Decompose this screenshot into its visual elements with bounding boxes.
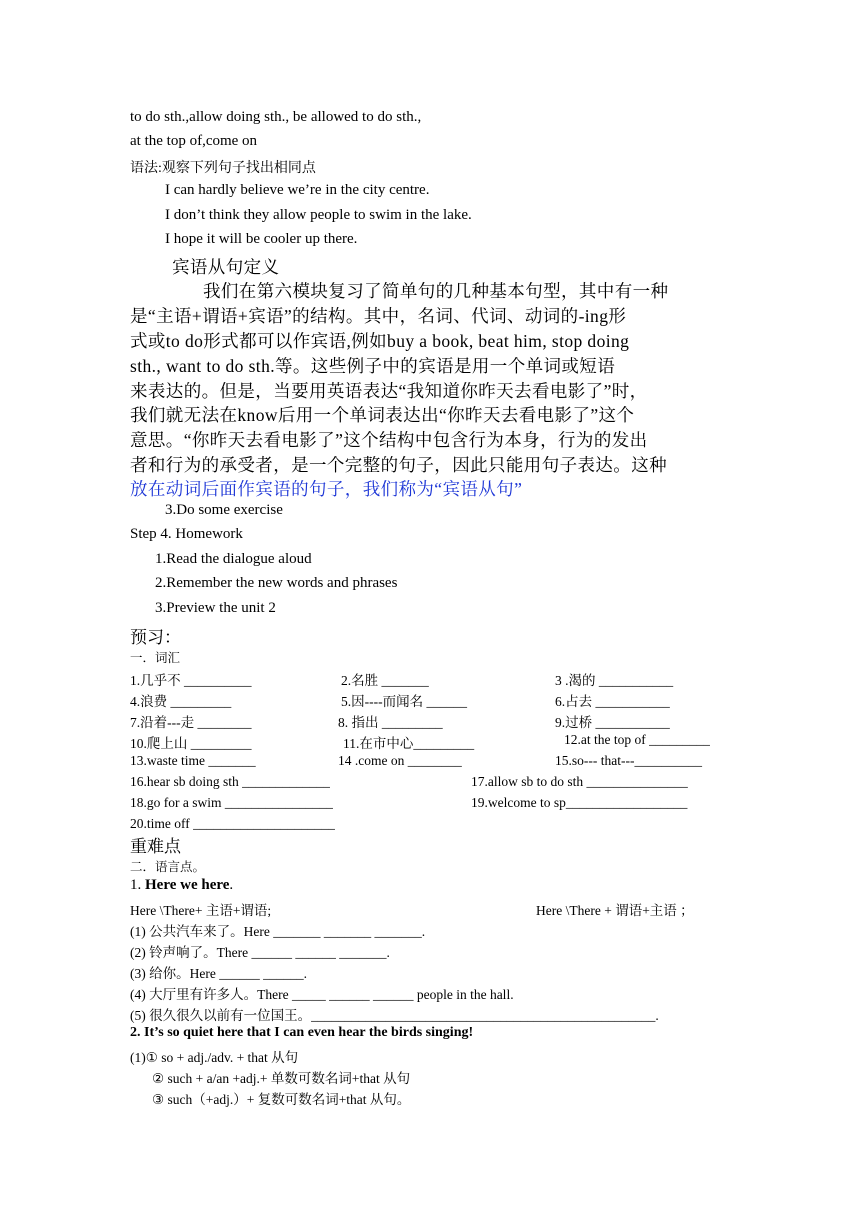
question-2: (2) 铃声响了。There ______ ______ _______. bbox=[130, 945, 390, 960]
preview-heading: 预习： bbox=[130, 628, 181, 647]
definition-line-9-highlight: 放在动词后面作宾语的句子，我们称为“宾语从句” bbox=[130, 479, 523, 499]
homework-item-3: 3.Preview the unit 2 bbox=[155, 600, 276, 616]
vocab-item: 3 .渴的 ___________ bbox=[555, 673, 674, 688]
vocab-item: 16.hear sb doing sth _____________ bbox=[130, 774, 330, 789]
example-sentence-2: I don’t think they allow people to swim in the lake. bbox=[165, 207, 472, 223]
question-3: (3) 给你。Here ______ ______. bbox=[130, 966, 307, 981]
definition-line-5: 来表达的。但是，当要用英语表达“我知道你昨天去看电影了”时， bbox=[130, 381, 648, 401]
vocab-item: 17.allow sb to do sth _______________ bbox=[471, 774, 688, 789]
step4-heading: Step 4. Homework bbox=[130, 526, 243, 542]
vocab-item: 5.因----而闻名 ______ bbox=[341, 694, 467, 709]
grammar-heading: 语法:观察下列句子找出相同点 bbox=[130, 161, 316, 176]
phrase-line-2: at the top of,come on bbox=[130, 133, 258, 149]
vocab-row bbox=[130, 795, 740, 815]
rule-right: Here \There + 谓语+主语 ； bbox=[536, 903, 694, 918]
vocab-item: 1.几乎不 __________ bbox=[130, 673, 252, 688]
vocab-row bbox=[130, 690, 740, 710]
vocab-item: 6.占去 ___________ bbox=[555, 694, 670, 709]
homework-item-1: 1.Read the dialogue aloud bbox=[155, 551, 312, 567]
point-1-title: 1. Here we here. bbox=[130, 877, 234, 893]
vocab-item: 18.go for a swim ________________ bbox=[130, 795, 333, 810]
vocab-row bbox=[130, 753, 740, 773]
definition-heading: 宾语从句定义 bbox=[172, 257, 280, 277]
phrase-line-1: to do sth.,allow doing sth., be allowed to do sth., bbox=[130, 109, 422, 125]
vocab-row bbox=[130, 774, 740, 794]
definition-line-8: 者和行为的承受者，是一个完整的句子，因此只能用句子表达。这种 bbox=[130, 455, 667, 475]
point-2-title: 2. It’s so quiet here that I can even hear the birds singing! bbox=[130, 1025, 474, 1040]
exercise-step: 3.Do some exercise bbox=[165, 502, 283, 518]
vocab-item: 12.at the top of _________ bbox=[564, 732, 710, 747]
rule-left: Here \There+ 主语+谓语; bbox=[130, 903, 272, 918]
question-1: (1) 公共汽车来了。Here _______ _______ _______. bbox=[130, 924, 426, 939]
vocab-item: 13.waste time _______ bbox=[130, 753, 256, 768]
vocab-item: 19.welcome to sp__________________ bbox=[471, 795, 688, 810]
vocab-row bbox=[130, 669, 740, 689]
language-points-heading: 二．语言点。 bbox=[130, 860, 206, 874]
question-4: (4) 大厅里有许多人。There _____ ______ ______ people in the hall. bbox=[130, 987, 514, 1002]
definition-line-2: 是“主语+谓语+宾语”的结构。其中，名词、代词、动词的-ing形 bbox=[130, 306, 627, 326]
vocab-heading: 一．词汇 bbox=[130, 651, 181, 665]
vocab-item: 11.在市中心_________ bbox=[343, 736, 475, 751]
structure-2: ② such + a/an +adj.+ 单数可数名词+that 从句 bbox=[152, 1071, 411, 1086]
vocab-item: 2.名胜 _______ bbox=[341, 673, 429, 688]
vocab-row bbox=[130, 711, 740, 731]
vocab-item: 15.so--- that---__________ bbox=[555, 753, 702, 768]
definition-line-6: 我们就无法在know后用一个单词表达出“你昨天去看电影了”这个 bbox=[130, 405, 635, 425]
key-points-heading: 重难点 bbox=[130, 837, 181, 856]
example-sentence-1: I can hardly believe we’re in the city centre. bbox=[165, 182, 430, 198]
vocab-item: 9.过桥 ___________ bbox=[555, 715, 670, 730]
definition-line-7: 意思。“你昨天去看电影了”这个结构中包含行为本身，行为的发出 bbox=[130, 430, 648, 450]
vocab-item: 7.沿着---走 ________ bbox=[130, 715, 252, 730]
definition-line-4: sth., want to do sth.等。这些例子中的宾语是用一个单词或短语 bbox=[130, 356, 616, 376]
definition-line-3: 式或to do形式都可以作宾语,例如buy a book, beat him, stop doing bbox=[130, 331, 630, 351]
vocab-item: 14 .come on ________ bbox=[338, 753, 462, 768]
structure-1: (1)① so + adj./adv. + that 从句 bbox=[130, 1050, 299, 1065]
question-5: (5) 很久很久以前有一位国王。___________________________________________________. bbox=[130, 1008, 659, 1023]
vocab-item: 20.time off _____________________ bbox=[130, 816, 335, 831]
structure-3: ③ such（+adj.）+ 复数可数名词+that 从句。 bbox=[152, 1092, 411, 1107]
vocab-item: 4.浪费 _________ bbox=[130, 694, 232, 709]
example-sentence-3: I hope it will be cooler up there. bbox=[165, 231, 358, 247]
vocab-row bbox=[130, 732, 740, 752]
vocab-row bbox=[130, 816, 740, 836]
vocab-item: 10.爬上山 _________ bbox=[130, 736, 252, 751]
vocab-item: 8. 指出 _________ bbox=[338, 715, 443, 730]
homework-item-2: 2.Remember the new words and phrases bbox=[155, 575, 398, 591]
definition-line-1: 我们在第六模块复习了简单句的几种基本句型，其中有一种 bbox=[203, 281, 669, 301]
